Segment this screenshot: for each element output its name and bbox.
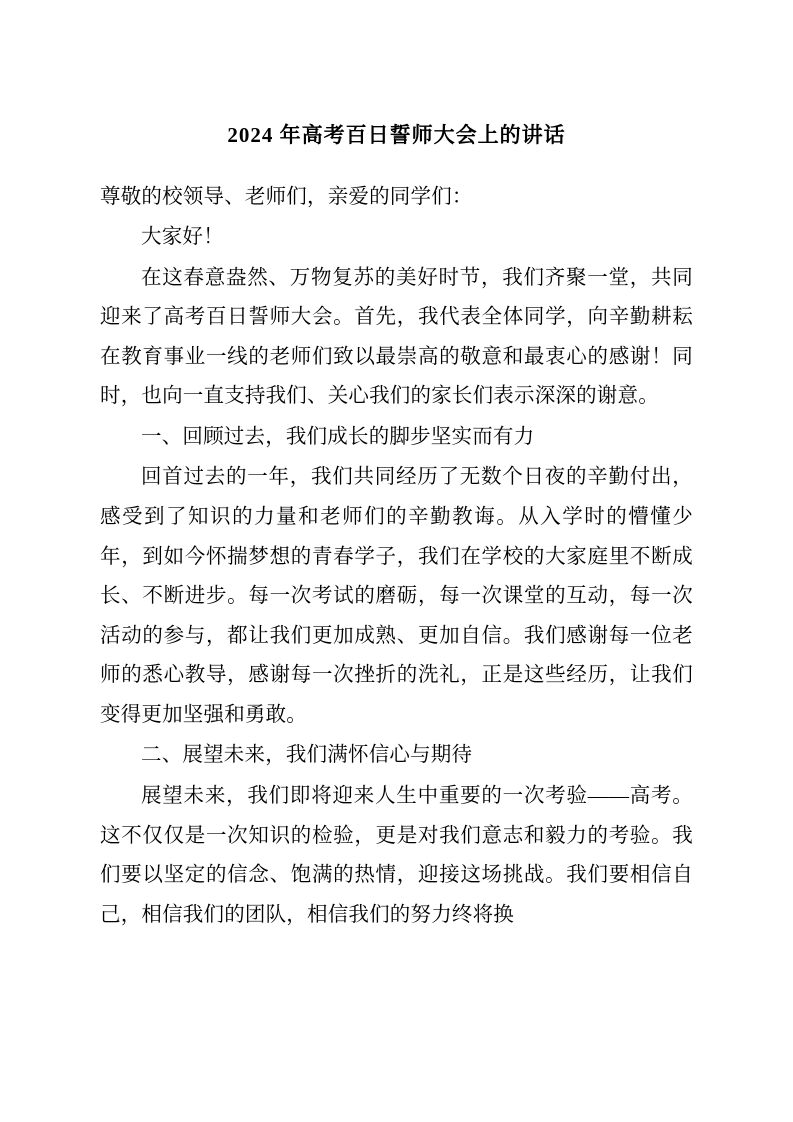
paragraph-section-two-body: 展望未来，我们即将迎来人生中重要的一次考验——高考。这不仅仅是一次知识的检验，更是对我们意志和毅力的考验。我们要以坚定的信念、饱满的热情，迎接这场挑战。我们要相信自己，相信我们的团队，相信我们的努力终将换 <box>100 784 693 926</box>
section-heading-one: 一、回顾过去，我们成长的脚步坚实而有力 <box>141 425 535 448</box>
section-heading-two: 二、展望未来，我们满怀信心与期待 <box>141 744 473 767</box>
page-title: 2024 年高考百日誓师大会上的讲话 <box>227 123 566 147</box>
paragraph-salutation: 尊敬的校领导、老师们，亲爱的同学们： <box>100 185 473 208</box>
paragraph-opening: 在这春意盎然、万物复苏的美好时节，我们齐聚一堂，共同迎来了高考百日誓师大会。首先，我代表全体同学，向辛勤耕耘在教育事业一线的老师们致以最崇高的敬意和最衷心的感谢！同时，也向一直支持我们、关心我们的家长们表示深深的谢意。 <box>100 266 693 408</box>
paragraph-greeting: 大家好！ <box>141 226 224 249</box>
paragraph-section-one-body: 回首过去的一年，我们共同经历了无数个日夜的辛勤付出，感受到了知识的力量和老师们的辛勤教诲。从入学时的懵懂少年，到如今怀揣梦想的青春学子，我们在学校的大家庭里不断成长、不断进步。每一次考试的磨砺，每一次课堂的互动，每一次活动的参与，都让我们更加成熟、更加自信。我们感谢每一位老师的悉心教导，感谢每一次挫折的洗礼，正是这些经历，让我们变得更加坚强和勇敢。 <box>100 466 693 726</box>
